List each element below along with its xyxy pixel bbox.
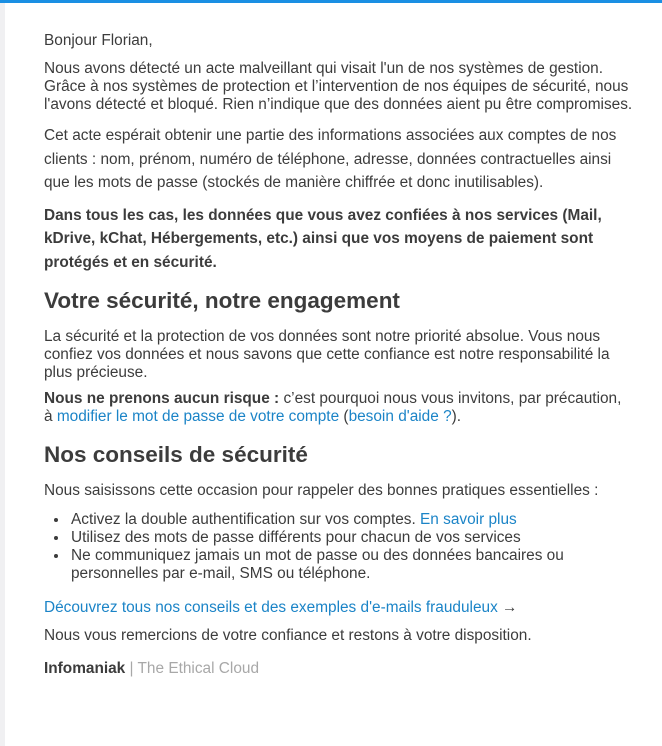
risk-text: c’est pourquoi nous vous invitons, par précaution, à [44, 390, 622, 425]
left-border-strip [0, 3, 5, 746]
email-body [44, 32, 634, 678]
top-accent-bar [0, 0, 662, 3]
signature [44, 660, 634, 678]
details-paragraph: Cet acte espérait obtenir une partie des informations associées aux comptes de nos clients : nom, prénom, numéro de téléphone, adresse, données contractuelles ainsi que les mots de passe (stockés de manière chiffrée et donc inutilisables). [44, 127, 617, 191]
risk-paragraph [44, 390, 634, 426]
more-tips-row [44, 599, 634, 617]
more-tips-link[interactable]: Découvrez tous nos conseils et des exemples d'e-mails frauduleux [44, 599, 498, 616]
tip-text: Activez la double authentification sur vos comptes. [71, 511, 421, 528]
signature-brand: Infomaniak [44, 660, 126, 677]
tips-list [44, 511, 634, 583]
closing-paragraph: Nous vous remercions de votre confiance et restons à votre disposition. [44, 627, 532, 644]
greeting: Bonjour Florian, [44, 32, 153, 49]
tips-intro: Nous saisissons cette occasion pour rappeler des bonnes pratiques essentielles : [44, 482, 599, 499]
section-title-engagement: Votre sécurité, notre engagement [44, 288, 400, 313]
intro-paragraph: Nous avons détecté un acte malveillant qui visait l'un de nos systèmes de gestion. Grâce à nos systèmes de protection et l’intervention de nos équipes de sécurité, nous l'avons détecté et bloqué. Rien n’indique que des données aient pu être compromises. [44, 60, 633, 113]
signature-separator: | [125, 660, 138, 677]
tip-item [69, 529, 634, 547]
risk-bold-label: Nous ne prenons aucun risque : [44, 390, 280, 407]
paren-close: ). [451, 408, 462, 425]
tip-text: Utilisez des mots de passe différents pour chacun de vos services [71, 529, 521, 546]
paren-open: ( [339, 408, 349, 425]
arrow-right-icon: → [497, 599, 518, 616]
tip-item [69, 511, 634, 529]
signature-tagline: The Ethical Cloud [137, 660, 260, 677]
reassurance-paragraph: Dans tous les cas, les données que vous avez confiées à nos services (Mail, kDrive, kChat, Hébergements, etc.) ainsi que vos moyens de paiement sont protégés et en sécurité. [44, 206, 602, 271]
learn-more-link[interactable]: En savoir plus [420, 511, 517, 528]
tip-text: Ne communiquez jamais un mot de passe ou des données bancaires ou personnelles par e-mail, SMS ou téléphone. [71, 547, 564, 582]
help-link[interactable]: besoin d'aide ? [348, 408, 452, 425]
section-title-tips: Nos conseils de sécurité [44, 442, 308, 467]
engagement-paragraph: La sécurité et la protection de vos données sont notre priorité absolue. Vous nous confiez vos données et nous savons que cette confiance est notre responsabilité la plus précieuse. [44, 328, 610, 381]
change-password-link[interactable]: modifier le mot de passe de votre compte [56, 408, 340, 425]
tip-item [69, 547, 634, 583]
